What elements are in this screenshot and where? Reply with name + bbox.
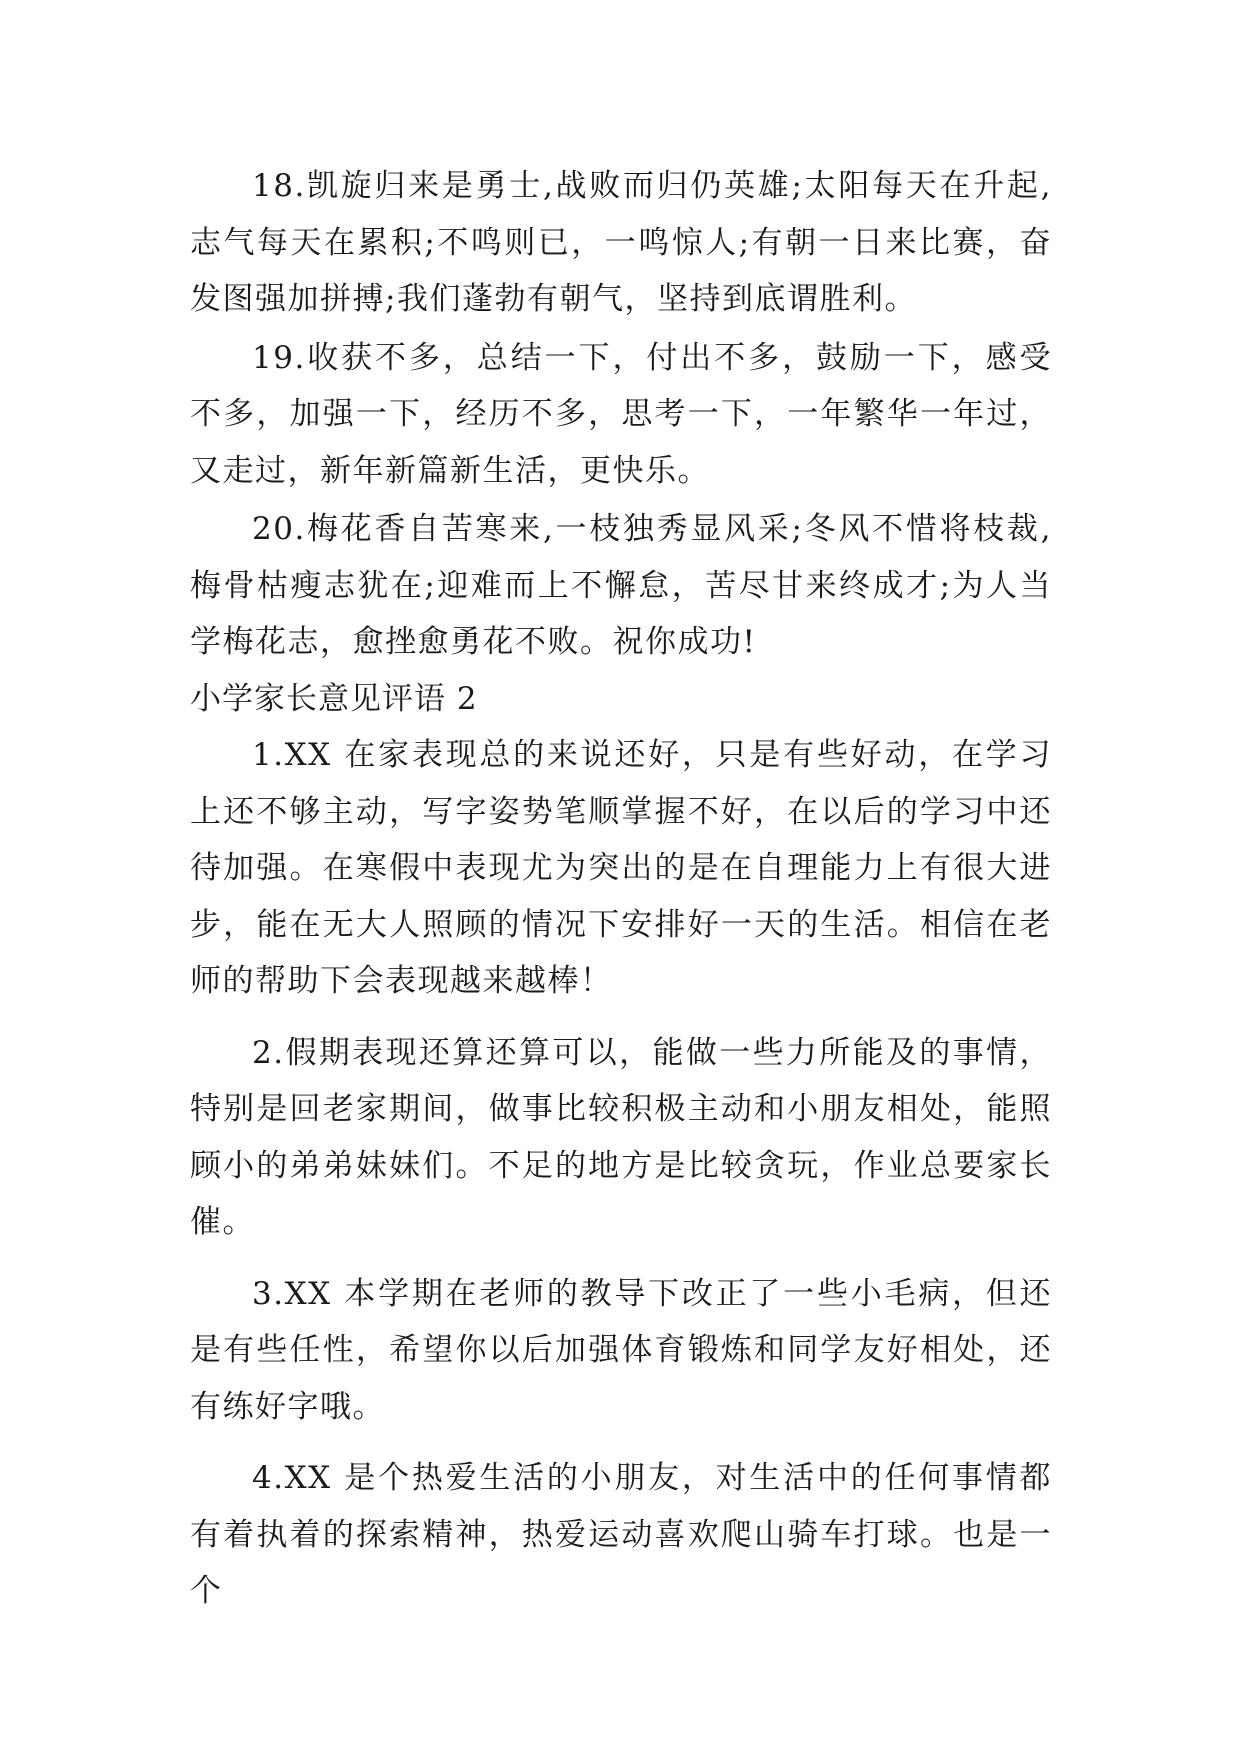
paragraph-18: 18.凯旋归来是勇士,战败而归仍英雄;太阳每天在升起,志气每天在累积;不鸣则已，一鸣惊人;有朝一日来比赛，奋发图强加拼搏;我们蓬勃有朝气，坚持到底谓胜利。 [190, 168, 1052, 317]
comment-2: 2.假期表现还算还算可以，能做一些力所能及的事情，特别是回老家期间，做事比较积极主动和小朋友相处，能照顾小的弟弟妹妹们。不足的地方是比较贪玩，作业总要家长催。 [190, 1034, 1052, 1240]
comment-4: 4.XX 是个热爱生活的小朋友，对生活中的任何事情都有着执着的探索精神，热爱运动喜欢爬山骑车打球。也是一个 [190, 1460, 1052, 1609]
comment-3: 3.XX 本学期在老师的教导下改正了一些小毛病，但还是有些任性，希望你以后加强体育锻炼和同学友好相处，还有练好字哦。 [190, 1275, 1052, 1425]
paragraph-20: 20.梅花香自苦寒来,一枝独秀显风采;冬风不惜将枝裁,梅骨枯瘦志犹在;迎难而上不懈怠，苦尽甘来终成才;为人当学梅花志，愈挫愈勇花不败。祝你成功! [190, 511, 1052, 660]
paragraph-19: 19.收获不多，总结一下，付出不多，鼓励一下，感受不多，加强一下，经历不多，思考一下，一年繁华一年过，又走过，新年新篇新生活，更快乐。 [190, 339, 1052, 489]
comment-1: 1.XX 在家表现总的来说还好，只是有些好动，在学习上还不够主动，写字姿势笔顺掌握不好，在以后的学习中还待加强。在寒假中表现尤为突出的是在自理能力上有很大进步，能在无大人照顾的情况下安排好一天的生活。相信在老师的帮助下会表现越来越棒！ [190, 737, 1052, 999]
section-heading: 小学家长意见评语 2 [190, 680, 478, 717]
document-body [190, 158, 1052, 1620]
